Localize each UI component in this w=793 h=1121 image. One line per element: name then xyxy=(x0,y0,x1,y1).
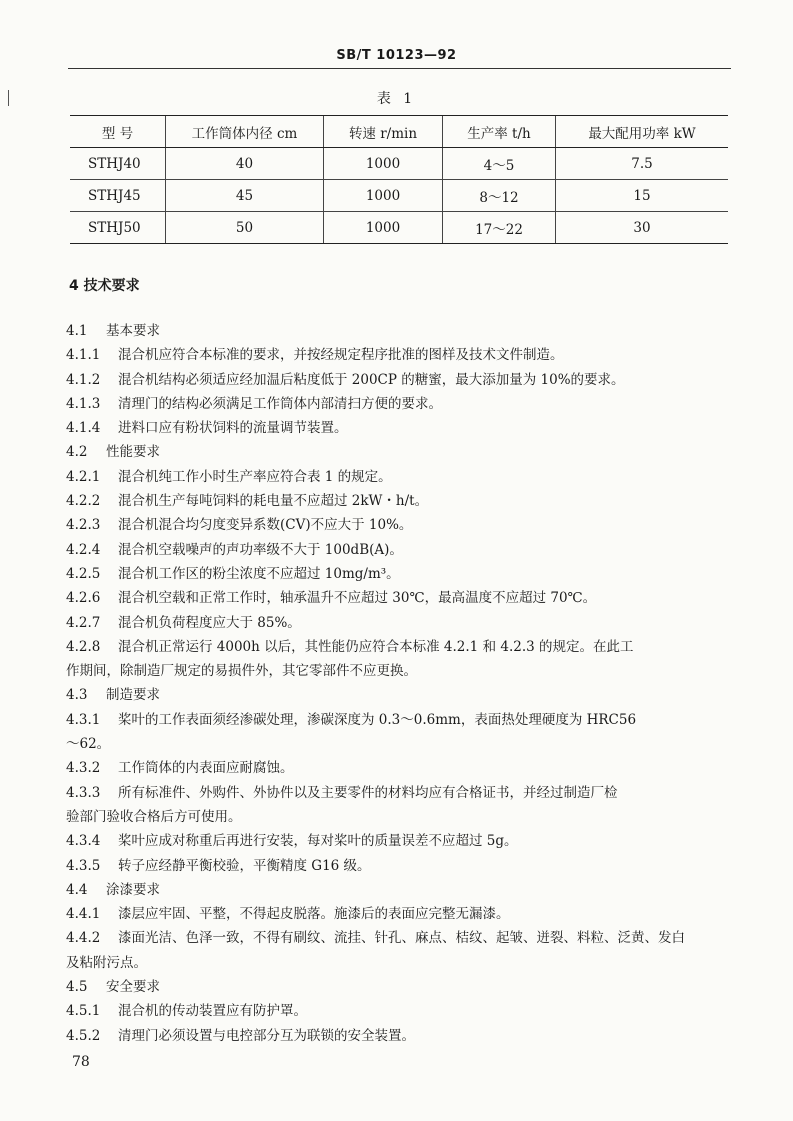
clause-text: 混合机的传动装置应有防护罩。 xyxy=(118,1003,307,1020)
clause-text: 安全要求 xyxy=(106,979,160,996)
clause-number: 4.2.1 xyxy=(66,468,101,485)
clause-text: 混合机纯工作小时生产率应符合表 1 的规定。 xyxy=(118,468,392,485)
clause-text: 清理门必须设置与电控部分互为联锁的安全装置。 xyxy=(118,1027,415,1044)
clause-line xyxy=(66,732,731,756)
clause-number: 4.5.2 xyxy=(66,1027,101,1044)
clause-number: 4.4 xyxy=(66,881,88,898)
clause-text: 混合机空载和正常工作时，轴承温升不应超过 30℃，最高温度不应超过 70℃。 xyxy=(118,590,597,607)
clause-line xyxy=(66,926,731,950)
clause-line xyxy=(66,440,731,464)
clause-text: 进料口应有粉状饲料的流量调节装置。 xyxy=(118,420,348,437)
table-cell: 40 xyxy=(166,148,324,180)
table-cell: 1000 xyxy=(324,180,443,212)
clause-line xyxy=(66,343,731,367)
clause-line xyxy=(66,1024,731,1048)
table-cell: 7.5 xyxy=(556,148,729,180)
clause-number: 4.2 xyxy=(66,444,88,461)
table-cell: 4～5 xyxy=(443,148,556,180)
clause-number: 4.2.5 xyxy=(66,565,101,582)
clause-line xyxy=(66,392,731,416)
clause-line xyxy=(66,781,731,805)
clause-text: 性能要求 xyxy=(106,444,160,461)
table-cell: 15 xyxy=(556,180,729,212)
clause-line xyxy=(66,975,731,999)
spec-table xyxy=(70,115,728,244)
clause-line xyxy=(66,538,731,562)
clause-line xyxy=(66,489,731,513)
table-cell: 17～22 xyxy=(443,212,556,244)
clause-text: 混合机应符合本标准的要求，并按经规定程序批准的图样及技术文件制造。 xyxy=(118,347,564,364)
clause-number: 4.3.5 xyxy=(66,857,101,874)
clause-line xyxy=(66,999,731,1023)
clause-text: 涂漆要求 xyxy=(106,881,160,898)
header-rule xyxy=(68,68,731,69)
clause-number: 4.2.7 xyxy=(66,614,101,631)
table-cell: STHJ40 xyxy=(70,148,166,180)
clause-list xyxy=(66,319,731,1048)
clause-text: 验部门验收合格后方可使用。 xyxy=(66,808,242,825)
clause-line xyxy=(66,586,731,610)
clause-number: 4.4.2 xyxy=(66,930,101,947)
clause-text: 混合机空载噪声的声功率级不大于 100dB(A)。 xyxy=(118,541,403,558)
clause-line xyxy=(66,708,731,732)
clause-line xyxy=(66,951,731,975)
clause-text: 漆面光洁、色泽一致，不得有刷纹、流挂、针孔、麻点、桔纹、起皱、迸裂、料粒、泛黄、发白 xyxy=(118,930,685,947)
standard-code-header: SB/T 10123—92 xyxy=(336,48,457,63)
clause-number: 4.2.2 xyxy=(66,493,101,510)
section-title: 4 技术要求 xyxy=(69,278,140,294)
clause-line xyxy=(66,465,731,489)
clause-text: 混合机结构必须适应经加温后粘度低于 200CP 的糖蜜，最大添加量为 10%的要求。 xyxy=(118,371,625,388)
clause-line xyxy=(66,805,731,829)
clause-number: 4.1.4 xyxy=(66,420,101,437)
clause-line xyxy=(66,902,731,926)
clause-text: 基本要求 xyxy=(106,323,160,339)
clause-line xyxy=(66,829,731,853)
clause-text: 混合机正常运行 4000h 以后，其性能仍应符合本标准 4.2.1 和 4.2.3 的规定。在此工 xyxy=(118,638,634,655)
table-cell: STHJ45 xyxy=(70,180,166,212)
column-header-speed: 转速 r/min xyxy=(324,116,443,148)
clause-text: 转子应经静平衡校验，平衡精度 G16 级。 xyxy=(118,857,371,874)
clause-number: 4.5.1 xyxy=(66,1003,101,1020)
table-cell: 30 xyxy=(556,212,729,244)
clause-text: 桨叶应成对称重后再进行安装，每对桨叶的质量误差不应超过 5g。 xyxy=(118,833,518,850)
clause-line xyxy=(66,635,731,659)
clause-number: 4.1.1 xyxy=(66,347,101,364)
clause-number: 4.2.4 xyxy=(66,541,101,558)
clause-text: 混合机负荷程度应大于 85%。 xyxy=(118,614,301,631)
clause-line xyxy=(66,611,731,635)
clause-number: 4.3.1 xyxy=(66,711,101,728)
column-header-diameter: 工作筒体内径 cm xyxy=(166,116,324,148)
clause-number: 4.1.3 xyxy=(66,395,101,412)
table-cell: 1000 xyxy=(324,148,443,180)
clause-number: 4.2.3 xyxy=(66,517,101,534)
clause-text: 桨叶的工作表面须经渗碳处理，渗碳深度为 0.3～0.6mm，表面热处理硬度为 HRC56 xyxy=(118,711,637,728)
clause-line xyxy=(66,854,731,878)
clause-text: 漆层应牢固、平整，不得起皮脱落。施漆后的表面应完整无漏漆。 xyxy=(118,906,510,923)
clause-number: 4.2.6 xyxy=(66,590,101,607)
column-header-model: 型 号 xyxy=(70,116,166,148)
table-cell: 50 xyxy=(166,212,324,244)
column-header-output: 生产率 t/h xyxy=(443,116,556,148)
clause-line xyxy=(66,683,731,707)
clause-text: 作期间，除制造厂规定的易损件外，其它零部件不应更换。 xyxy=(66,663,417,680)
table-title: 表 1 xyxy=(376,91,417,107)
clause-line xyxy=(66,756,731,780)
table-row xyxy=(70,180,728,212)
clause-number: 4.3.2 xyxy=(66,760,101,777)
table-cell: 8～12 xyxy=(443,180,556,212)
clause-number: 4.4.1 xyxy=(66,906,101,923)
clause-text: 混合机工作区的粉尘浓度不应超过 10mg/m³。 xyxy=(118,565,400,582)
clause-line xyxy=(66,513,731,537)
column-header-power: 最大配用功率 kW xyxy=(556,116,729,148)
page-number: 78 xyxy=(72,1054,90,1070)
clause-number: 4.2.8 xyxy=(66,638,101,655)
clause-line xyxy=(66,319,731,343)
clause-line xyxy=(66,416,731,440)
clause-number: 4.1.2 xyxy=(66,371,101,388)
clause-text: 及粘附污点。 xyxy=(66,954,147,971)
clause-number: 4.5 xyxy=(66,979,88,996)
table-cell: STHJ50 xyxy=(70,212,166,244)
clause-text: 混合机生产每吨饲料的耗电量不应超过 2kW・h/t。 xyxy=(118,493,429,510)
table-row xyxy=(70,212,728,244)
clause-number: 4.3.3 xyxy=(66,784,101,801)
clause-line xyxy=(66,659,731,683)
clause-text: ～62。 xyxy=(66,736,111,753)
clause-number: 4.3.4 xyxy=(66,833,101,850)
table-cell: 1000 xyxy=(324,212,443,244)
clause-text: 混合机混合均匀度变异系数(CV)不应大于 10%。 xyxy=(118,517,413,534)
clause-line xyxy=(66,562,731,586)
clause-line xyxy=(66,368,731,392)
clause-text: 工作筒体的内表面应耐腐蚀。 xyxy=(118,760,294,777)
table-cell: 45 xyxy=(166,180,324,212)
table-row xyxy=(70,148,728,180)
clause-text: 制造要求 xyxy=(106,687,160,704)
clause-line xyxy=(66,878,731,902)
clause-text: 所有标准件、外购件、外协件以及主要零件的材料均应有合格证书，并经过制造厂检 xyxy=(118,784,618,801)
clause-number: 4.1 xyxy=(66,323,88,339)
clause-text: 清理门的结构必须满足工作筒体内部清扫方便的要求。 xyxy=(118,395,442,412)
clause-number: 4.3 xyxy=(66,687,88,704)
table-header-row xyxy=(70,116,728,148)
